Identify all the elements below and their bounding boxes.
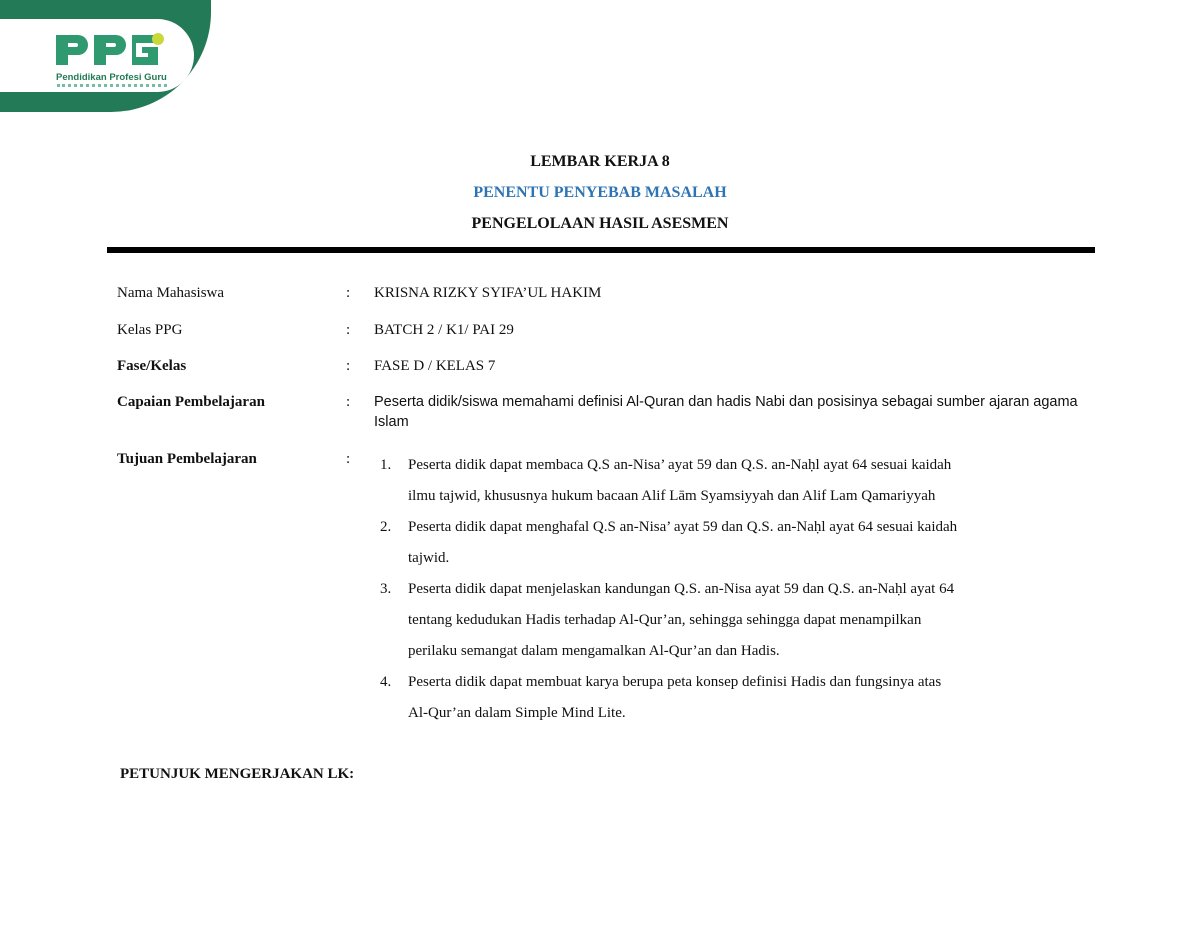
field-label: Fase/Kelas bbox=[117, 358, 187, 374]
field-label: Nama Mahasiswa bbox=[117, 285, 225, 301]
field-colon: : bbox=[346, 322, 351, 338]
list-item-line: tentang kedudukan Hadis terhadap Al-Qur’an, sehingga sehingga dapat menampilkan bbox=[408, 612, 922, 628]
list-item bbox=[374, 450, 1074, 512]
field-value: KRISNA RIZKY SYIFA’UL HAKIM bbox=[374, 285, 602, 301]
list-number: 1. bbox=[380, 457, 392, 473]
list-number: 3. bbox=[380, 581, 392, 597]
logo-subtext-line bbox=[57, 84, 167, 90]
list-item-line: Peserta didik dapat menghafal Q.S an-Nisa’ ayat 59 dan Q.S. an-Naḥl ayat 64 sesuai kaidah bbox=[408, 519, 958, 535]
ppg-logo bbox=[0, 19, 194, 92]
list-item-line: Peserta didik dapat menjelaskan kandungan Q.S. an-Nisa ayat 59 dan Q.S. an-Naḥl ayat 64 bbox=[408, 581, 955, 597]
logo-caption: Pendidikan Profesi Guru bbox=[56, 72, 167, 83]
document-section-title: PENGELOLAAN HASIL ASESMEN bbox=[471, 215, 729, 232]
ppg-logo-mark bbox=[52, 27, 172, 71]
list-item-line: ilmu tajwid, khususnya hukum bacaan Alif Lām Syamsiyyah dan Alif Lam Qamariyyah bbox=[408, 488, 936, 504]
field-colon: : bbox=[346, 358, 351, 374]
field-colon: : bbox=[346, 394, 351, 410]
learning-goals-list bbox=[374, 450, 1074, 729]
document-subtitle: PENENTU PENYEBAB MASALAH bbox=[473, 184, 727, 201]
field-colon: : bbox=[346, 451, 351, 467]
field-colon: : bbox=[346, 285, 351, 301]
field-label: Kelas PPG bbox=[117, 322, 183, 338]
field-label: Capaian Pembelajaran bbox=[117, 394, 265, 410]
list-number: 4. bbox=[380, 674, 392, 690]
field-value: FASE D / KELAS 7 bbox=[374, 358, 496, 374]
field-value: Peserta didik/siswa memahami definisi Al-Quran dan hadis Nabi dan posisinya sebagai sumber ajaran agama Islam bbox=[374, 394, 1078, 430]
field-value: BATCH 2 / K1/ PAI 29 bbox=[374, 322, 514, 338]
document-titles bbox=[0, 152, 1200, 234]
list-item-line: Peserta didik dapat membaca Q.S an-Nisa’ ayat 59 dan Q.S. an-Naḥl ayat 64 sesuai kaidah bbox=[408, 457, 952, 473]
list-number: 2. bbox=[380, 519, 392, 535]
field-label: Tujuan Pembelajaran bbox=[117, 451, 257, 467]
instructions-heading: PETUNJUK MENGERJAKAN LK: bbox=[120, 766, 355, 782]
document-title: LEMBAR KERJA 8 bbox=[530, 153, 670, 170]
list-item bbox=[374, 667, 1074, 729]
list-item-line: tajwid. bbox=[408, 550, 450, 566]
list-item bbox=[374, 512, 1074, 574]
list-item-line: perilaku semangat dalam mengamalkan Al-Qur’an dan Hadis. bbox=[408, 643, 780, 659]
list-item-line: Peserta didik dapat membuat karya berupa peta konsep definisi Hadis dan fungsinya atas bbox=[408, 674, 942, 690]
list-item bbox=[374, 574, 1074, 667]
title-divider bbox=[107, 247, 1095, 253]
list-item-line: Al-Qur’an dalam Simple Mind Lite. bbox=[408, 705, 626, 721]
